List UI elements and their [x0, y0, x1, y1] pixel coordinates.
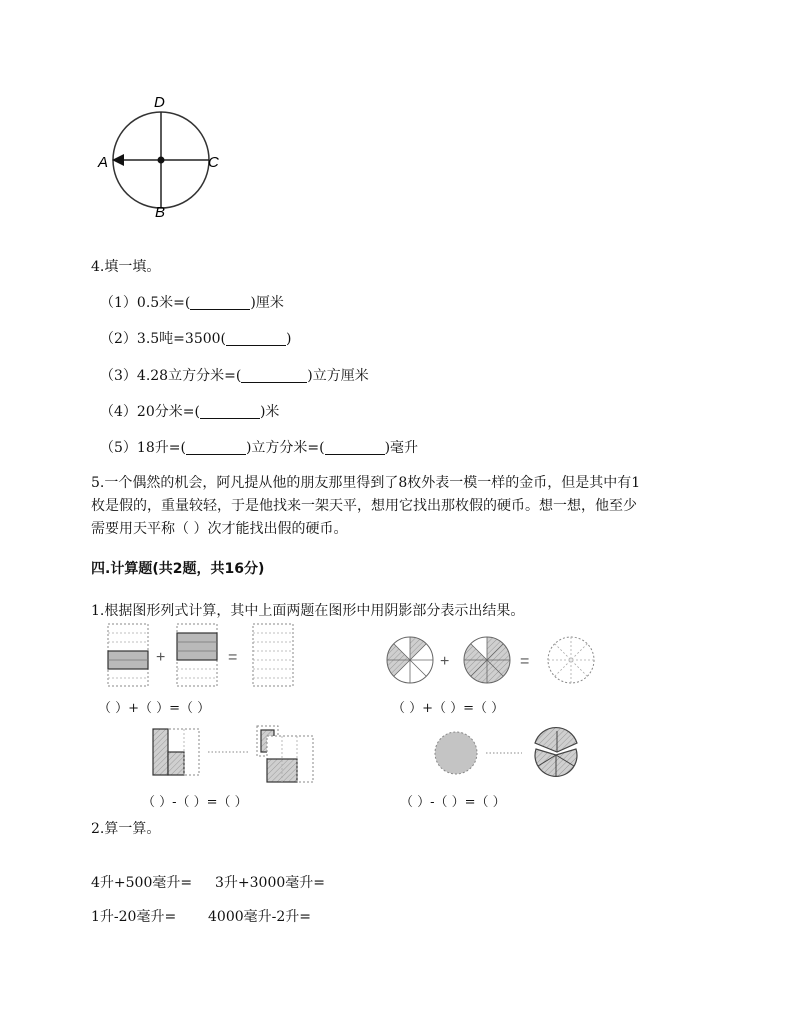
label-c: C: [208, 154, 219, 171]
pie-one: [387, 637, 433, 683]
center-dot: [158, 157, 165, 164]
answer-blank[interactable]: [241, 368, 307, 383]
answer-blank[interactable]: [325, 440, 385, 455]
calc2-row1-a: 4升+500毫升=: [91, 875, 193, 891]
plus-sign: +: [156, 649, 166, 666]
equals-sign: =: [228, 649, 238, 666]
q4-item-1: [100, 292, 284, 312]
rect-result: [253, 624, 293, 686]
label-a: A: [98, 154, 109, 171]
item-text: )毫升: [384, 440, 419, 456]
square-split: [257, 726, 313, 782]
label-d: D: [154, 94, 165, 111]
expression-add-left: （ ）+（ ）=（ ）: [98, 701, 211, 716]
item-text: )立方厘米: [307, 368, 369, 384]
calc2-title: 2.算一算。: [91, 821, 161, 837]
q4-title: 4.填一填。: [91, 259, 161, 275]
rect-two: [177, 624, 217, 686]
item-text: )立方分米=(: [245, 440, 325, 456]
answer-blank[interactable]: [226, 331, 286, 346]
circle-diagram: [95, 90, 230, 220]
rect-addition-figure: [100, 620, 300, 694]
q4-item-2: [100, 328, 291, 348]
answer-blank[interactable]: [190, 295, 250, 310]
square-subtraction-figure: [150, 722, 325, 786]
item-text: 4.28立方分米=(: [136, 368, 242, 384]
item-text: )米: [259, 404, 280, 420]
equals-sign: =: [520, 653, 530, 670]
calc2-row2-b: 4000毫升-2升=: [208, 909, 311, 925]
item-number: （1）: [100, 295, 137, 311]
pie-result: [548, 637, 594, 683]
item-text: )厘米: [250, 295, 284, 311]
item-number: （5）: [100, 440, 137, 456]
expression-sub-left: （ ）-（ ）=（ ）: [142, 795, 248, 810]
q5-line-3: 需要用天平称（ ）次才能找出假的硬币。: [91, 521, 348, 537]
q4-item-5: [100, 437, 418, 457]
square-whole: [153, 729, 199, 775]
answer-blank[interactable]: [200, 404, 260, 419]
item-text: 20分米=(: [136, 404, 200, 420]
q5-line-1: 5.一个偶然的机会，阿凡提从他的朋友那里得到了8枚外表一模一样的金币，但是其中有1: [91, 475, 641, 491]
full-circle: [435, 732, 477, 774]
expression-sub-right: （ ）-（ ）=（ ）: [400, 795, 506, 810]
plus-sign: +: [440, 653, 450, 670]
label-b: B: [155, 204, 166, 220]
item-number: （2）: [100, 331, 137, 347]
calc1-title: 1.根据图形列式计算，其中上面两题在图形中用阴影部分表示出结果。: [91, 603, 525, 619]
item-text: ): [286, 331, 292, 347]
section-title: 四.计算题(共2题，共16分): [91, 561, 265, 577]
q5-line-2: 枚是假的，重量较轻，于是他找来一架天平，想用它找出那枚假的硬币。想一想，他至少: [91, 498, 637, 514]
calc2-row1-b: 3升+3000毫升=: [215, 875, 325, 891]
answer-blank[interactable]: [186, 440, 246, 455]
item-number: （4）: [100, 404, 137, 420]
item-text: 0.5米=(: [136, 295, 191, 311]
pie-two: [464, 637, 510, 683]
cut-circle: [535, 728, 577, 777]
q4-item-3: [100, 365, 369, 385]
circle-subtraction-figure: [430, 724, 580, 782]
expression-add-right: （ ）+（ ）=（ ）: [392, 701, 505, 716]
item-number: （3）: [100, 368, 137, 384]
item-text: 3.5吨=3500(: [136, 331, 227, 347]
q4-item-4: [100, 401, 279, 421]
rect-one: [108, 624, 148, 686]
circle-addition-figure: [383, 633, 603, 689]
calc2-row2-a: 1升-20毫升=: [91, 909, 177, 925]
item-text: 18升=(: [136, 440, 186, 456]
